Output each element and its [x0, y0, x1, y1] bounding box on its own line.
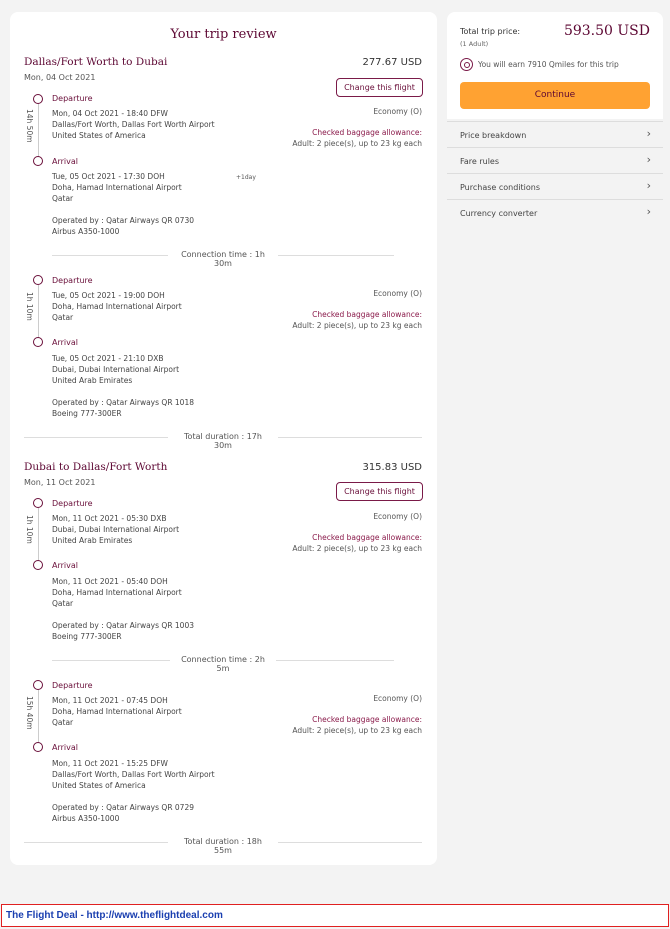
aircraft: Airbus A350-1000	[52, 814, 120, 823]
arrival-time: Tue, 05 Oct 2021 - 17:30 DOH	[52, 172, 165, 181]
connection-time: Connection time : 2h 5m	[170, 655, 276, 673]
arrival-airport: Doha, Hamad International Airport	[52, 588, 182, 597]
arrival-marker-icon	[33, 742, 43, 752]
baggage-label: Checked baggage allowance:	[312, 533, 422, 542]
departure-time: Mon, 11 Oct 2021 - 05:30 DXB	[52, 514, 167, 523]
currency-converter-item[interactable]	[447, 199, 663, 225]
connection-time: Connection time : 1h 30m	[168, 250, 278, 268]
arrival-country: Qatar	[52, 599, 74, 608]
arrival-label: Arrival	[52, 157, 78, 166]
total-duration: Total duration : 17h 30m	[168, 432, 278, 450]
arrival-country: United States of America	[52, 781, 146, 790]
passenger-count: (1 Adult)	[460, 40, 489, 48]
operated-by: Operated by : Qatar Airways QR 1018	[52, 398, 194, 407]
change-inbound-button[interactable]: Change this flight	[336, 482, 423, 501]
arrival-airport: Doha, Hamad International Airport	[52, 183, 182, 192]
arrival-marker-icon	[33, 156, 43, 166]
segment-timeline	[38, 285, 39, 339]
cabin-class: Economy (O)	[373, 107, 422, 116]
arrival-marker-icon	[33, 337, 43, 347]
menu-label: Purchase conditions	[460, 183, 541, 192]
aircraft: Boeing 777-300ER	[52, 409, 122, 418]
outbound-route: Dallas/Fort Worth to Dubai	[24, 56, 168, 68]
departure-country: Qatar	[52, 313, 74, 322]
cabin-class: Economy (O)	[373, 289, 422, 298]
baggage-value: Adult: 2 piece(s), up to 23 kg each	[292, 544, 422, 553]
operated-by: Operated by : Qatar Airways QR 0729	[52, 803, 194, 812]
operated-by: Operated by : Qatar Airways QR 0730	[52, 216, 194, 225]
menu-label: Currency converter	[460, 209, 538, 218]
fare-rules-item[interactable]	[447, 147, 663, 173]
departure-country: Qatar	[52, 718, 74, 727]
segment-duration: 1h 10m	[25, 292, 34, 321]
baggage-value: Adult: 2 piece(s), up to 23 kg each	[292, 139, 422, 148]
arrival-time: Mon, 11 Oct 2021 - 05:40 DOH	[52, 577, 168, 586]
inbound-price: 315.83 USD	[362, 462, 422, 473]
departure-airport: Doha, Hamad International Airport	[52, 302, 182, 311]
departure-marker-icon	[33, 275, 43, 285]
baggage-value: Adult: 2 piece(s), up to 23 kg each	[292, 726, 422, 735]
outbound-date: Mon, 04 Oct 2021	[24, 73, 96, 82]
total-duration: Total duration : 18h 55m	[168, 837, 278, 855]
menu-label: Price breakdown	[460, 131, 527, 140]
departure-label: Departure	[52, 499, 93, 508]
footer-text: The Flight Deal - http://www.theflightdeal.com	[6, 910, 223, 921]
change-outbound-button[interactable]: Change this flight	[336, 78, 423, 97]
segment-duration: 14h 50m	[25, 109, 34, 143]
qmiles-icon	[460, 58, 473, 71]
aircraft: Airbus A350-1000	[52, 227, 120, 236]
segment-duration: 15h 40m	[25, 696, 34, 730]
plus-day-badge: +1day	[236, 174, 256, 181]
departure-label: Departure	[52, 94, 93, 103]
menu-label: Fare rules	[460, 157, 500, 166]
inbound-date: Mon, 11 Oct 2021	[24, 478, 96, 487]
arrival-time: Mon, 11 Oct 2021 - 15:25 DFW	[52, 759, 168, 768]
outbound-price: 277.67 USD	[362, 57, 422, 68]
price-summary-panel	[447, 12, 663, 119]
departure-airport: Doha, Hamad International Airport	[52, 707, 182, 716]
departure-marker-icon	[33, 498, 43, 508]
departure-country: United States of America	[52, 131, 146, 140]
total-price: 593.50 USD	[563, 23, 650, 39]
qmiles-text: You will earn 7910 Qmiles for this trip	[478, 60, 619, 69]
segment-timeline	[38, 690, 39, 744]
chevron-right-icon: ›	[646, 127, 651, 140]
chevron-right-icon: ›	[646, 153, 651, 166]
departure-marker-icon	[33, 94, 43, 104]
departure-airport: Dubai, Dubai International Airport	[52, 525, 180, 534]
departure-label: Departure	[52, 681, 93, 690]
arrival-airport: Dubai, Dubai International Airport	[52, 365, 180, 374]
departure-time: Tue, 05 Oct 2021 - 19:00 DOH	[52, 291, 165, 300]
departure-time: Mon, 04 Oct 2021 - 18:40 DFW	[52, 109, 168, 118]
departure-country: United Arab Emirates	[52, 536, 133, 545]
footer-banner	[1, 904, 669, 927]
arrival-label: Arrival	[52, 338, 78, 347]
inbound-route: Dubai to Dallas/Fort Worth	[24, 461, 168, 473]
baggage-value: Adult: 2 piece(s), up to 23 kg each	[292, 321, 422, 330]
cabin-class: Economy (O)	[373, 694, 422, 703]
chevron-right-icon: ›	[646, 179, 651, 192]
operated-by: Operated by : Qatar Airways QR 1003	[52, 621, 194, 630]
departure-time: Mon, 11 Oct 2021 - 07:45 DOH	[52, 696, 168, 705]
arrival-country: Qatar	[52, 194, 74, 203]
arrival-airport: Dallas/Fort Worth, Dallas Fort Worth Airport	[52, 770, 215, 779]
chevron-right-icon: ›	[646, 205, 651, 218]
arrival-label: Arrival	[52, 743, 78, 752]
arrival-country: United Arab Emirates	[52, 376, 133, 385]
total-price-label: Total trip price:	[460, 27, 521, 36]
continue-button[interactable]: Continue	[460, 82, 650, 109]
departure-label: Departure	[52, 276, 93, 285]
departure-airport: Dallas/Fort Worth, Dallas Fort Worth Airport	[52, 120, 215, 129]
arrival-time: Tue, 05 Oct 2021 - 21:10 DXB	[52, 354, 164, 363]
departure-marker-icon	[33, 680, 43, 690]
cabin-class: Economy (O)	[373, 512, 422, 521]
arrival-marker-icon	[33, 560, 43, 570]
price-breakdown-item[interactable]	[447, 121, 663, 147]
baggage-label: Checked baggage allowance:	[312, 715, 422, 724]
baggage-label: Checked baggage allowance:	[312, 310, 422, 319]
segment-duration: 1h 10m	[25, 515, 34, 544]
segment-timeline	[38, 508, 39, 562]
purchase-conditions-item[interactable]	[447, 173, 663, 199]
trip-review-card	[10, 12, 437, 865]
baggage-label: Checked baggage allowance:	[312, 128, 422, 137]
aircraft: Boeing 777-300ER	[52, 632, 122, 641]
page-title: Your trip review	[170, 27, 277, 42]
arrival-label: Arrival	[52, 561, 78, 570]
